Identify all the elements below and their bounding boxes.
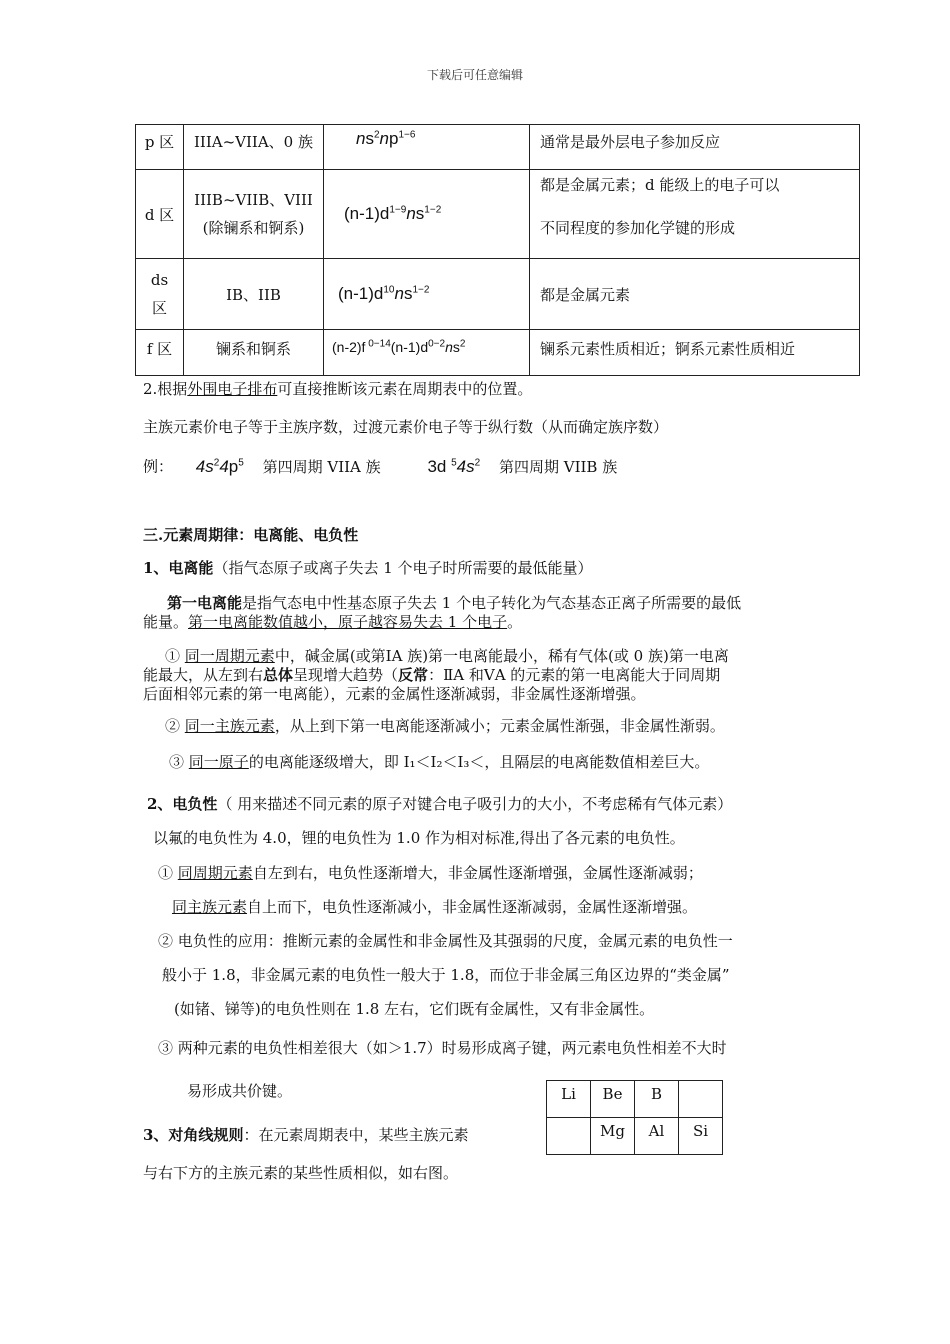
- para-example: [143, 454, 617, 476]
- rule1-line1: [165, 647, 729, 665]
- rule-number: ①: [158, 864, 174, 882]
- diagonal-rule-table: [546, 1080, 723, 1155]
- cell-desc: [530, 170, 860, 259]
- config-formula: (n-2)f $^{0-14}(n-1)d^{0-2}ns^2$: [332, 338, 466, 355]
- element-cell: Al: [635, 1118, 679, 1155]
- rule1-line3: 后面相邻元素的第一电离能），元素的金属性逐渐减弱，非金属性逐渐增强。: [143, 685, 646, 703]
- en3-line2: 易形成共价键。: [187, 1082, 293, 1100]
- rule3-line: [169, 753, 709, 771]
- block-line: 区: [151, 299, 167, 317]
- cell-desc: 都是金属元素: [530, 259, 860, 330]
- text-span: ，从上到下: [274, 717, 350, 735]
- table-row: [547, 1118, 723, 1155]
- cell-groups: 镧系和锕系: [184, 330, 324, 376]
- cell-config: [324, 259, 530, 330]
- text-span: 的电离能逐级增大，即 I₁＜I₂＜I₃＜，且隔层的电离能数值相差巨大。: [248, 753, 710, 771]
- cell-block: [136, 259, 184, 330]
- config-formula: $(n-1)d^{10}ns^{1-2}$: [338, 284, 430, 303]
- rule-number: ③: [169, 753, 185, 771]
- text-span: 自左到右，电负性逐渐增大，非金属性逐渐增强，金属性逐渐减弱；: [252, 864, 703, 882]
- block-line: ds: [150, 271, 169, 289]
- desc-line: 都是金属元素；d 能级上的电子可以: [540, 176, 780, 194]
- text-span: 中，碱金属(或第ⅠA 族)第一电离能最小，稀有气体(或 0 族)第一电离: [274, 647, 729, 665]
- config-formula: $(n-1)d^{1-9}ns^{1-2}$: [344, 204, 442, 223]
- text-span: 第一电离能逐渐减小；元素金属性渐强，非金属性渐弱。: [349, 717, 725, 735]
- bold-term: 总体: [263, 666, 294, 684]
- text-span: 自上而下，电负性逐渐减小，非金属性逐渐减弱，金属性逐渐增强。: [247, 898, 698, 916]
- text-span: 。: [507, 613, 523, 631]
- text-span: 2.根据: [143, 380, 188, 398]
- text-span: 能量。: [143, 613, 189, 631]
- table-row: [136, 330, 860, 376]
- para-position-rule: [143, 380, 532, 398]
- rule-number: ①: [165, 647, 181, 665]
- cell-desc: 镧系元素性质相近；锕系元素性质相近: [530, 330, 860, 376]
- para-ie-title: [143, 559, 593, 577]
- rule2-line: [165, 717, 725, 735]
- element-cell: Li: [547, 1081, 591, 1118]
- para-diagonal: [143, 1126, 468, 1144]
- element-cell: Be: [591, 1081, 635, 1118]
- table-row: [136, 259, 860, 330]
- underlined-term: 同主族元素: [172, 898, 248, 916]
- section3-title: 三.元素周期律：电离能、电负性: [143, 526, 359, 544]
- diagonal-title: 3、对角线规则: [143, 1126, 244, 1144]
- para-en-ref: 以氟的电负性为 4.0，锂的电负性为 1.0 作为相对标准,得出了各元素的电负性。: [153, 829, 685, 847]
- groups-line: IIIB~VIIB、VIII: [194, 191, 313, 209]
- en2-line3: (如锗、锑等)的电负性则在 1.8 左右，它们既有金属性，又有非金属性。: [174, 1000, 655, 1018]
- en-title: 2、电负性: [147, 795, 218, 813]
- text-span: 能最大，从左到右: [143, 666, 264, 684]
- en-definition: （ 用来描述不同元素的原子对键合电子吸引力的大小，不考虑稀有气体元素）: [217, 795, 733, 813]
- block-table: [135, 124, 860, 376]
- desc-line: 不同程度的参加化学键的形成: [540, 219, 736, 237]
- ie-definition: （指气态原子或离子失去 1 个电子时所需要的最低能量）: [213, 559, 593, 577]
- cell-config: [324, 330, 530, 376]
- cell-block: p 区: [136, 125, 184, 170]
- first-ie-title: 第一电离能: [167, 594, 243, 612]
- element-cell: Si: [679, 1118, 723, 1155]
- element-cell: B: [635, 1081, 679, 1118]
- cell-groups: IIIA~VIIA、0 族: [184, 125, 324, 170]
- underlined-term: 同周期元素: [177, 864, 253, 882]
- para-en-title: [147, 795, 732, 813]
- bold-term: 反常: [398, 666, 429, 684]
- cell-desc: 通常是最外层电子参加反应: [530, 125, 860, 170]
- underlined-term: 同一周期元素: [184, 647, 275, 665]
- en2-line1: ② 电负性的应用：推断元素的金属性和非金属性及其强弱的尺度，金属元素的电负性一: [158, 932, 733, 950]
- text-span: 可直接推断该元素在周期表中的位置。: [277, 380, 533, 398]
- cell-block: f 区: [136, 330, 184, 376]
- text-span: ：ⅡA 和ⅤA 的元素的第一电离能大于同周期: [428, 666, 721, 684]
- underlined-term: 同一原子: [188, 753, 249, 771]
- config-formula: $ns^2np^{1-6}$: [356, 129, 416, 148]
- page-header: 下载后可任意编辑: [426, 68, 523, 82]
- example-label: 例：: [143, 457, 174, 476]
- en2-line2: 般小于 1.8，非金属元素的电负性一般大于 1.8，而位于非金属三角区边界的“类金属”: [162, 966, 730, 984]
- para-diagonal-line2: 与右下方的主族元素的某些性质相似，如右图。: [143, 1164, 459, 1182]
- underlined-term: 外围电子排布: [187, 380, 278, 398]
- en1-line: [158, 864, 703, 882]
- underlined-term: 第一电离能数值越小，原子越容易失去 1 个电子: [188, 613, 508, 631]
- table-row: [136, 125, 860, 170]
- para-first-ie-line2: [143, 613, 522, 631]
- para-first-ie: [167, 594, 741, 612]
- ie-title: 1、电离能: [143, 559, 214, 577]
- cell-config: [324, 170, 530, 259]
- groups-line: (除镧系和锕系): [202, 219, 305, 237]
- example2-period: 第四周期 VIIB 族: [498, 457, 618, 476]
- text-span: ：在元素周期表中，某些主族元素: [243, 1126, 469, 1144]
- example2-config: 3d $^54s^2$: [427, 456, 481, 476]
- table-row: [547, 1081, 723, 1118]
- cell-block: d 区: [136, 170, 184, 259]
- en3-line1: ③ 两种元素的电负性相差很大（如＞1.7）时易形成离子键，两元素电负性相差不大时: [158, 1039, 727, 1057]
- rule1-line2: [143, 666, 720, 684]
- para-valence: 主族元素价电子等于主族序数，过渡元素价电子等于纵行数（从而确定族序数）: [143, 418, 669, 436]
- element-cell: Mg: [591, 1118, 635, 1155]
- cell-groups: [184, 170, 324, 259]
- example1-period: 第四周期 VIIA 族: [262, 457, 381, 476]
- cell-groups: IB、IIB: [184, 259, 324, 330]
- rule-number: ②: [165, 717, 181, 735]
- table-row: [136, 170, 860, 259]
- underlined-term: 同一主族元素: [184, 717, 275, 735]
- text-span: 呈现增大趋势（: [293, 666, 399, 684]
- cell-config: [324, 125, 530, 170]
- example1-config: $4s^24p^5$: [195, 456, 244, 476]
- en1b-line: [172, 898, 697, 916]
- text-span: 是指气态电中性基态原子失去 1 个电子转化为气态基态正离子所需要的最低: [242, 594, 742, 612]
- element-cell: [547, 1118, 591, 1155]
- element-cell: [679, 1081, 723, 1118]
